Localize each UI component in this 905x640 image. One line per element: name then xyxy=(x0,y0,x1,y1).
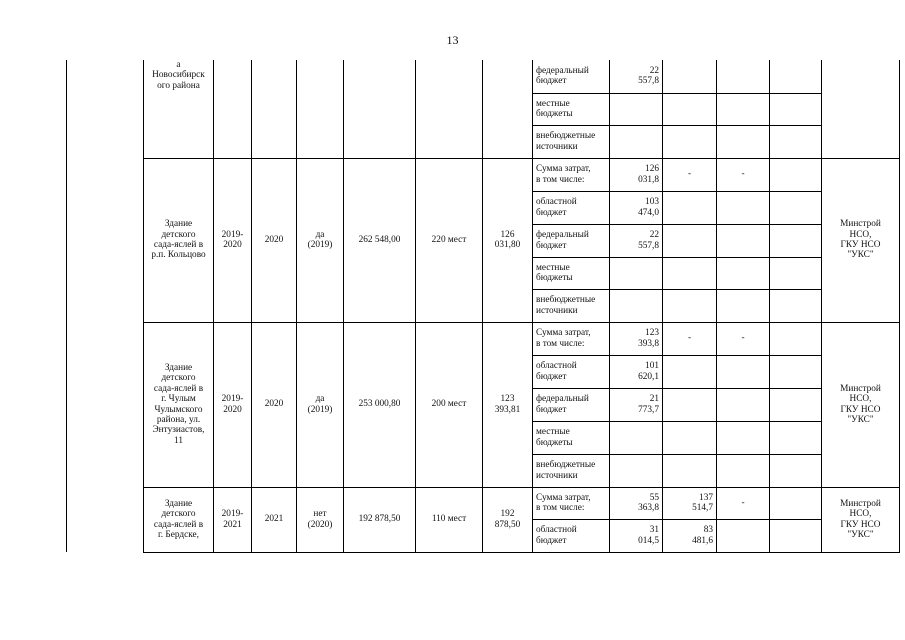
design-docs-cell: да (2019) xyxy=(297,322,344,487)
object-name-cell: Здание детского сада-яслей в г. Чулым Чулымского района, ул. Энтузиастов, 11 xyxy=(144,322,214,487)
period-cell: 2019- 2020 xyxy=(214,322,252,487)
funding-source-cell: федеральный бюджет xyxy=(533,388,610,421)
year2-value-cell xyxy=(663,388,717,421)
year-cell xyxy=(252,60,297,158)
period-cell: 2019- 2021 xyxy=(214,487,252,552)
year2-value-cell xyxy=(663,60,717,93)
year1-value-cell: 31 014,5 xyxy=(610,519,663,552)
funding-source-cell: местные бюджеты xyxy=(533,93,610,125)
table-row xyxy=(144,487,900,519)
capacity-cell: 200 мест xyxy=(416,322,483,487)
customer-cell: Минстрой НСО, ГКУ НСО "УКС" xyxy=(822,487,900,552)
year2-value-cell xyxy=(663,355,717,388)
year2-value-cell: 137 514,7 xyxy=(663,487,717,519)
year2-value-cell xyxy=(663,289,717,322)
extra-value-cell xyxy=(770,388,822,421)
year1-value-cell: 55 363,8 xyxy=(610,487,663,519)
year2-value-cell xyxy=(663,224,717,257)
year1-value-cell xyxy=(610,289,663,322)
year3-value-cell xyxy=(717,355,770,388)
customer-cell: Минстрой НСО, ГКУ НСО "УКС" xyxy=(822,322,900,487)
year3-value-cell xyxy=(717,289,770,322)
year3-value-cell xyxy=(717,519,770,552)
estimated-cost-cell: 192 878,50 xyxy=(344,487,416,552)
customer-cell xyxy=(822,60,900,158)
total-cost-cell: 192 878,50 xyxy=(483,487,533,552)
year3-value-cell xyxy=(717,454,770,487)
period-cell xyxy=(214,60,252,158)
year3-value-cell: - xyxy=(717,158,770,191)
capacity-cell: 220 мест xyxy=(416,158,483,322)
table-row xyxy=(144,158,900,191)
year1-value-cell: 22 557,8 xyxy=(610,224,663,257)
funding-source-cell: внебюджетные источники xyxy=(533,125,610,158)
year2-value-cell: - xyxy=(663,322,717,355)
year1-value-cell: 126 031,8 xyxy=(610,158,663,191)
year3-value-cell xyxy=(717,125,770,158)
extra-value-cell xyxy=(770,93,822,125)
funding-source-cell: внебюджетные источники xyxy=(533,289,610,322)
estimated-cost-cell: 262 548,00 xyxy=(344,158,416,322)
object-name-cell: Здание детского сада-яслей в р.п. Кольцово xyxy=(144,158,214,322)
year2-value-cell xyxy=(663,191,717,224)
year1-value-cell: 103 474,0 xyxy=(610,191,663,224)
year-cell: 2021 xyxy=(252,487,297,552)
funding-source-cell: областной бюджет xyxy=(533,519,610,552)
year2-value-cell xyxy=(663,125,717,158)
customer-cell: Минстрой НСО, ГКУ НСО "УКС" xyxy=(822,158,900,322)
estimated-cost-cell xyxy=(344,60,416,158)
year3-value-cell: - xyxy=(717,487,770,519)
estimated-cost-cell: 253 000,80 xyxy=(344,322,416,487)
year2-value-cell: 83 481,6 xyxy=(663,519,717,552)
funding-source-cell: федеральный бюджет xyxy=(533,224,610,257)
extra-value-cell xyxy=(770,60,822,93)
year1-value-cell xyxy=(610,93,663,125)
year3-value-cell xyxy=(717,224,770,257)
year3-value-cell xyxy=(717,191,770,224)
year1-value-cell xyxy=(610,454,663,487)
funding-source-cell: областной бюджет xyxy=(533,191,610,224)
extra-value-cell xyxy=(770,257,822,289)
table-row xyxy=(144,322,900,355)
year1-value-cell xyxy=(610,257,663,289)
year1-value-cell: 101 620,1 xyxy=(610,355,663,388)
year1-value-cell: 123 393,8 xyxy=(610,322,663,355)
year1-value-cell: 21 773,7 xyxy=(610,388,663,421)
page-number: 13 xyxy=(446,33,459,47)
period-cell: 2019- 2020 xyxy=(214,158,252,322)
year3-value-cell xyxy=(717,93,770,125)
year2-value-cell xyxy=(663,421,717,454)
year2-value-cell: - xyxy=(663,158,717,191)
object-name-cell: а Новосибирск ого района xyxy=(144,60,214,158)
year1-value-cell xyxy=(610,421,663,454)
capacity-cell xyxy=(416,60,483,158)
extra-value-cell xyxy=(770,519,822,552)
extra-value-cell xyxy=(770,158,822,191)
year2-value-cell xyxy=(663,93,717,125)
funding-source-cell: местные бюджеты xyxy=(533,421,610,454)
funding-source-cell: областной бюджет xyxy=(533,355,610,388)
year1-value-cell: 22 557,8 xyxy=(610,60,663,93)
extra-value-cell xyxy=(770,191,822,224)
year3-value-cell: - xyxy=(717,322,770,355)
year1-value-cell xyxy=(610,125,663,158)
extra-value-cell xyxy=(770,289,822,322)
total-cost-cell xyxy=(483,60,533,158)
extra-value-cell xyxy=(770,421,822,454)
extra-value-cell xyxy=(770,355,822,388)
year-cell: 2020 xyxy=(252,322,297,487)
funding-source-cell: Сумма затрат, в том числе: xyxy=(533,158,610,191)
funding-source-cell: Сумма затрат, в том числе: xyxy=(533,487,610,519)
year-cell: 2020 xyxy=(252,158,297,322)
funding-source-cell: местные бюджеты xyxy=(533,257,610,289)
extra-value-cell xyxy=(770,224,822,257)
extra-value-cell xyxy=(770,125,822,158)
total-cost-cell: 126 031,80 xyxy=(483,158,533,322)
construction-objects-table xyxy=(143,60,900,553)
page-margin-rule xyxy=(66,60,67,552)
capacity-cell: 110 мест xyxy=(416,487,483,552)
funding-source-cell: федеральный бюджет xyxy=(533,60,610,93)
year3-value-cell xyxy=(717,257,770,289)
extra-value-cell xyxy=(770,454,822,487)
year3-value-cell xyxy=(717,60,770,93)
object-name-cell: Здание детского сада-яслей в г. Бердске, xyxy=(144,487,214,552)
design-docs-cell xyxy=(297,60,344,158)
year3-value-cell xyxy=(717,421,770,454)
design-docs-cell: да (2019) xyxy=(297,158,344,322)
design-docs-cell: нет (2020) xyxy=(297,487,344,552)
year3-value-cell xyxy=(717,388,770,421)
funding-source-cell: Сумма затрат, в том числе: xyxy=(533,322,610,355)
total-cost-cell: 123 393,81 xyxy=(483,322,533,487)
year2-value-cell xyxy=(663,454,717,487)
table-row xyxy=(144,60,900,93)
extra-value-cell xyxy=(770,487,822,519)
year2-value-cell xyxy=(663,257,717,289)
funding-source-cell: внебюджетные источники xyxy=(533,454,610,487)
extra-value-cell xyxy=(770,322,822,355)
